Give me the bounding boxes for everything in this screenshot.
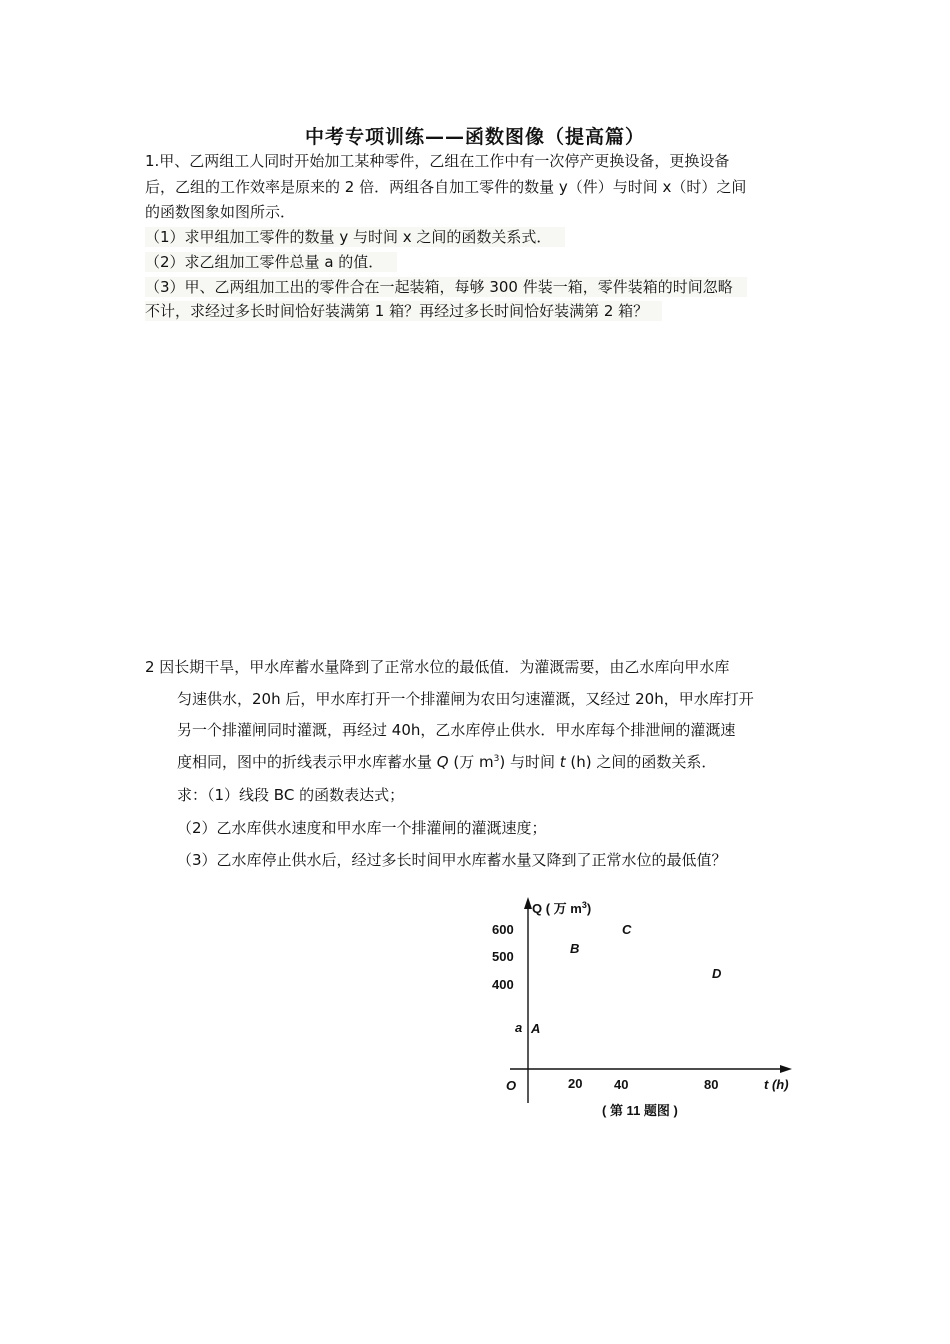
variable-t: t — [559, 753, 566, 771]
problem1-line-2: 后，乙组的工作效率是原来的 2 倍．两组各自加工零件的数量 y（件）与时间 x（时）之间 — [145, 178, 747, 196]
x-tick-40: 40 — [614, 1077, 629, 1092]
x-tick-80: 80 — [704, 1077, 719, 1092]
problem2-line-1: 2 因长期干旱，甲水库蓄水量降到了正常水位的最低值．为灌溉需要，由乙水库向甲水库 — [145, 658, 730, 676]
problem2-line-4-a: 度相同，图中的折线表示甲水库蓄水量 — [177, 753, 437, 771]
water-level-figure — [490, 895, 810, 1125]
y-tick-a: a — [515, 1020, 523, 1035]
problem2-line-3: 另一个排灌闸同时灌溉，再经过 40h，乙水库停止供水．甲水库每个排泄闸的灌溉速 — [177, 721, 736, 739]
problem1-question-2: （2）求乙组加工零件总量 a 的值． — [145, 252, 397, 272]
y-axis-arrow — [524, 897, 532, 909]
problem2-question-3: （3）乙水库停止供水后，经过多长时间甲水库蓄水量又降到了正常水位的最低值？ — [177, 851, 727, 869]
problem1-question-3a: （3）甲、乙两组加工出的零件合在一起装箱，每够 300 件装一箱，零件装箱的时间忽略 — [145, 277, 747, 297]
x-axis-arrow — [780, 1065, 792, 1073]
problem1-line-1: 1.甲、乙两组工人同时开始加工某种零件，乙组在工作中有一次停产更换设备，更换设备 — [145, 152, 730, 170]
point-d-label: D — [712, 966, 722, 981]
problem1-line-3: 的函数图象如图所示． — [145, 203, 296, 221]
problem1-question-1: （1）求甲组加工零件的数量 y 与时间 x 之间的函数关系式． — [145, 227, 565, 247]
problem2-question-2: （2）乙水库供水速度和甲水库一个排灌闸的灌溉速度； — [177, 819, 547, 837]
point-b-label: B — [570, 941, 580, 956]
unit-superscript: 3 — [493, 754, 500, 764]
x-axis-label: t (h) — [764, 1077, 789, 1092]
variable-q: Q — [436, 753, 449, 771]
problem2-line-2: 匀速供水，20h 后，甲水库打开一个排灌闸为农田匀速灌溉，又经过 20h，甲水库打开 — [177, 690, 754, 708]
page-title: 中考专项训练——函数图像（提高篇） — [304, 126, 645, 148]
y-tick-500: 500 — [492, 949, 514, 964]
y-axis-label: Q ( 万 $m^3$) — [532, 900, 592, 916]
y-tick-600: 600 — [492, 922, 514, 937]
problem1-question-3b: 不计，求经过多长时间恰好装满第 1 箱？再经过多长时间恰好装满第 2 箱？ — [145, 301, 662, 321]
problem2-line-4-d: (h) 之间的函数关系． — [565, 753, 717, 771]
problem2-line-4 — [177, 752, 716, 772]
problem2-question-1: 求：（1）线段 BC 的函数表达式； — [177, 786, 405, 804]
origin-label: O — [506, 1078, 517, 1093]
point-c-label: C — [622, 922, 632, 937]
x-tick-20: 20 — [568, 1076, 583, 1091]
point-a-label: A — [531, 1021, 541, 1036]
problem2-line-4-b: (万 m — [448, 753, 494, 771]
y-tick-400: 400 — [492, 977, 514, 992]
problem2-line-4-c: ) 与时间 — [499, 753, 560, 771]
figure-caption: ( 第 11 题图 ) — [602, 1103, 678, 1118]
